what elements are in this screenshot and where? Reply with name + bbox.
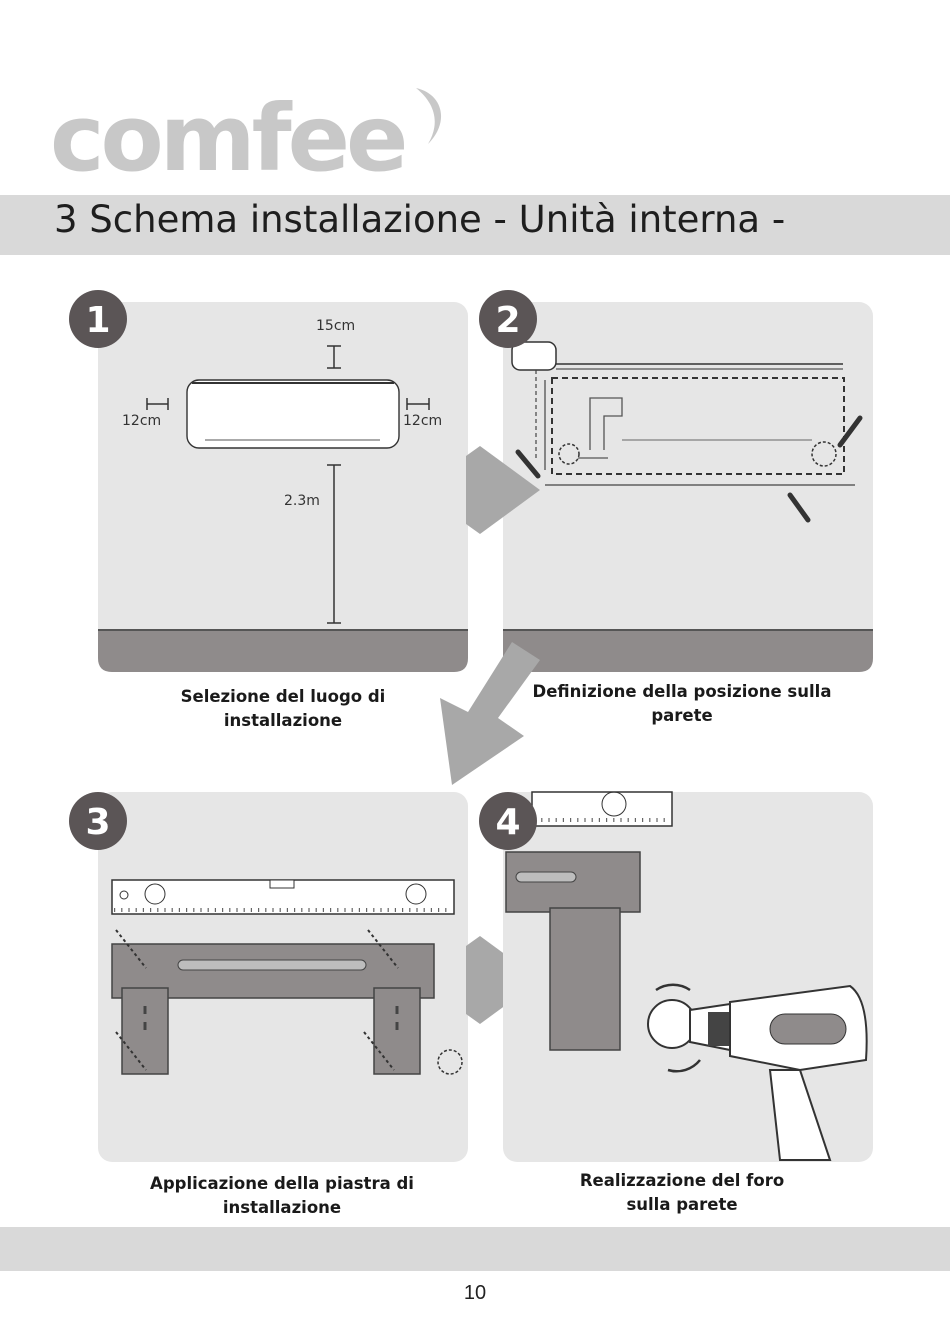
step-4-panel: [479, 792, 873, 1162]
floor: [503, 630, 873, 672]
step-4-caption: [502, 1169, 862, 1217]
step-3-caption-line2: installazione: [222, 1198, 342, 1217]
step-2-panel: [479, 290, 873, 672]
floor: [98, 630, 468, 672]
brand-logo: [48, 82, 448, 182]
clearance-right-label: 12cm: [403, 413, 443, 429]
step-1-caption-line2: installazione: [223, 711, 343, 730]
step-4-number: 4: [495, 802, 521, 843]
clearance-left-label: 12cm: [122, 413, 162, 429]
indoor-unit: [187, 380, 399, 448]
page-number: 10: [463, 1282, 487, 1304]
spirit-level-icon: [112, 880, 454, 914]
step-2-caption-line1: Definizione della posizione sulla: [532, 682, 832, 701]
clearance-top-label: 15cm: [316, 318, 356, 334]
page-title: 3 Schema installazione - Unità interna -: [54, 198, 786, 241]
step-3-caption: [102, 1172, 462, 1220]
step-3-number: 3: [85, 802, 111, 843]
step-2-caption-line2: parete: [651, 706, 713, 725]
installation-diagram: [0, 280, 950, 1230]
step-1-caption-line1: Selezione del luogo di: [180, 687, 386, 706]
step-3-panel: [69, 792, 468, 1162]
step-1-panel: [69, 290, 468, 672]
step-2-caption: [502, 680, 862, 728]
step-1-caption: [103, 685, 463, 733]
step-4-caption-line1: Realizzazione del foro: [579, 1171, 785, 1190]
brand-logo-text: comfee: [50, 85, 405, 182]
footer-band: [0, 1227, 950, 1271]
logo-swoosh-icon: [416, 88, 441, 144]
step-1-number: 1: [85, 300, 111, 341]
step-4-caption-line2: sulla parete: [626, 1195, 738, 1214]
step-2-number: 2: [495, 300, 521, 341]
step-3-caption-line1: Applicazione della piastra di: [150, 1174, 414, 1193]
floor-height-label: 2.3m: [284, 493, 320, 509]
